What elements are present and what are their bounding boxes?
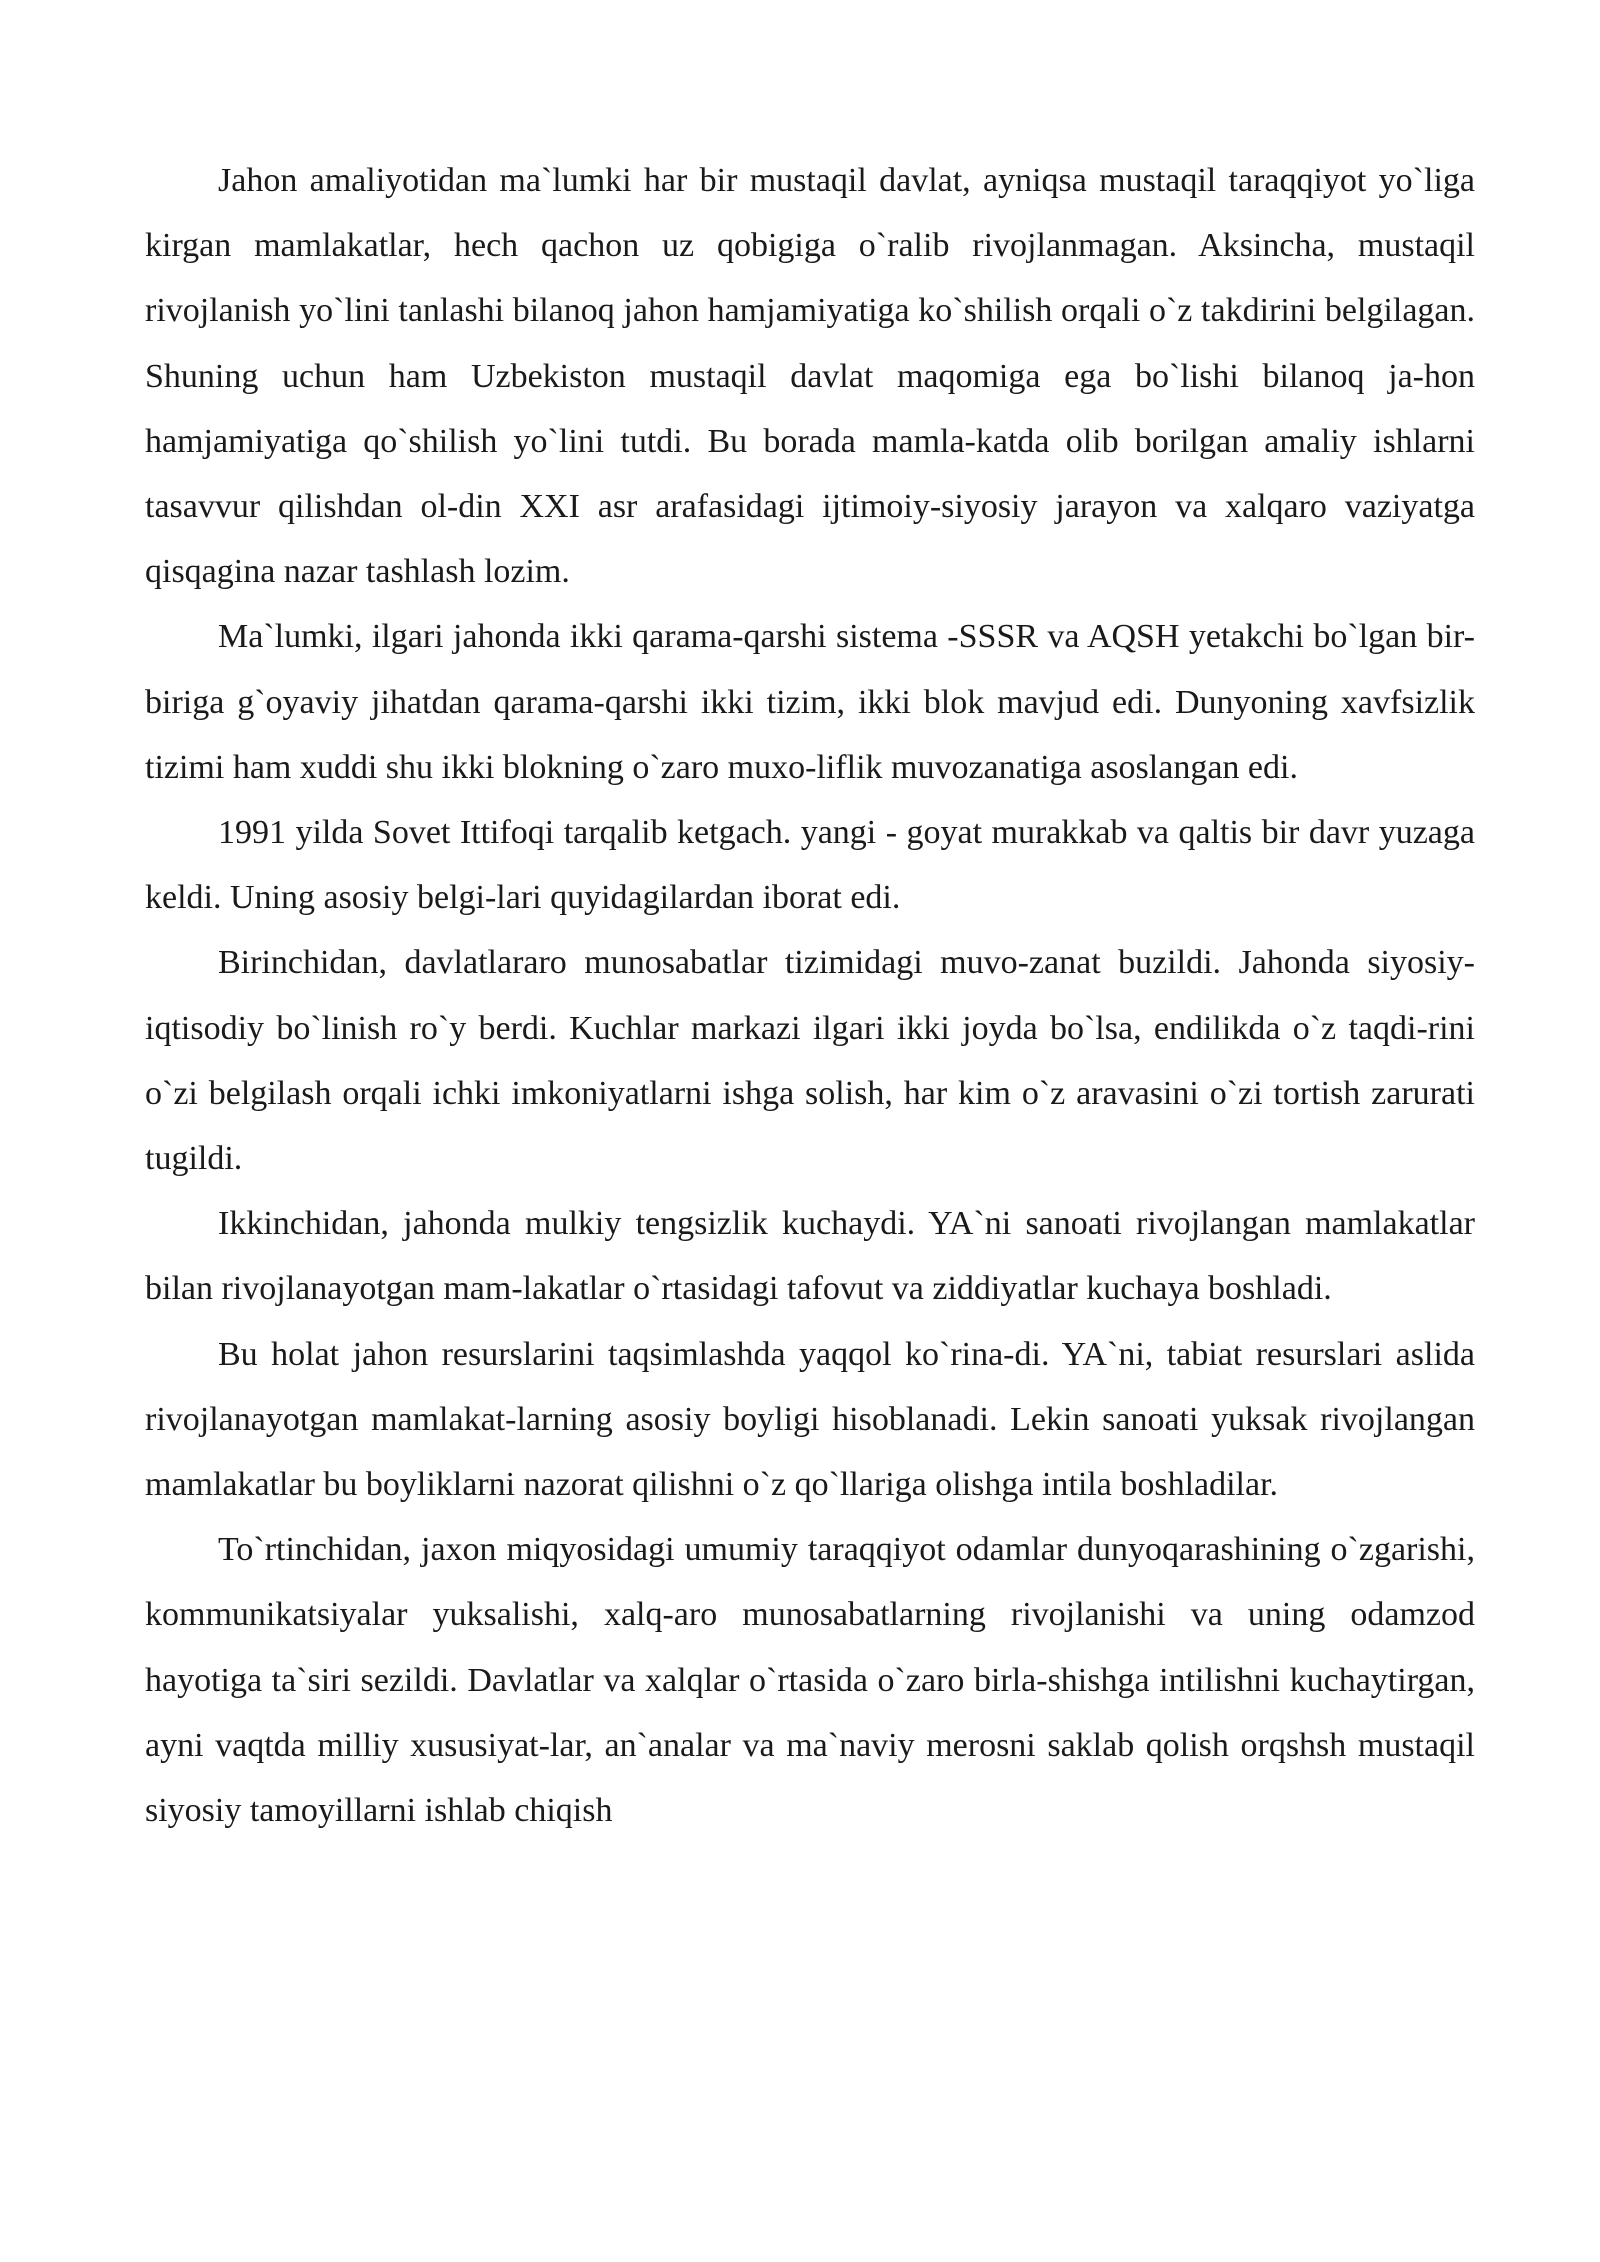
paragraph-2: Ma`lumki, ilgari jahonda ikki qarama-qarshi sistema -SSSR va AQSH yetakchi bo`lgan bir-biriga g`oyaviy jihatdan qarama-qarshi ikki tizim, ikki blok mavjud edi. Dunyoning xavfsizlik tizimi ham xuddi shu ikki blokning o`zaro muxo-liflik muvozanatiga asoslangan edi. bbox=[145, 618, 1475, 786]
paragraph-5: Ikkinchidan, jahonda mulkiy tengsizlik kuchaydi. YA`ni sanoati rivojlangan mamlakatlar bilan rivojlanayotgan mam-lakatlar o`rtasidagi tafovut va ziddiyatlar kuchaya boshladi. bbox=[145, 1205, 1475, 1308]
paragraph-7: To`rtinchidan, jaxon miqyosidagi umumiy taraqqiyot odamlar dunyoqarashining o`zgarishi, kommunikatsiyalar yuksalishi, xalq-aro munosabatlarning rivojlanishi va uning odamzod hayotiga ta`siri sezildi. Davlatlar va xalqlar o`rtasida o`zaro birla-shishga intilishni kuchaytirgan, ayni vaqtda milliy xususiyat-lar, an`analar va ma`naviy merosni saklab qolish orqshsh mustaqil siyosiy tamoyillarni ishlab chiqish bbox=[145, 1531, 1475, 1830]
paragraph-4: Birinchidan, davlatlararo munosabatlar tizimidagi muvo-zanat buzildi. Jahonda siyosiy-iqtisodiy bo`linish ro`y berdi. Kuchlar markazi ilgari ikki joyda bo`lsa, endilikda o`z taqdi-rini o`zi belgilash orqali ichki imkoniyatlarni ishga solish, har kim o`z aravasini o`zi tortish zarurati tugildi. bbox=[145, 944, 1475, 1178]
paragraph-3: 1991 yilda Sovet Ittifoqi tarqalib ketgach. yangi - goyat murakkab va qaltis bir davr yuzaga keldi. Uning asosiy belgi-lari quyidagilardan iborat edi. bbox=[145, 814, 1475, 917]
paragraph-1: Jahon amaliyotidan ma`lumki har bir mustaqil davlat, ayniqsa mustaqil taraqqiyot yo`liga kirgan mamlakatlar, hech qachon uz qobigiga o`ralib rivojlanmagan. Aksincha, mustaqil rivojlanish yo`lini tanlashi bilanoq jahon hamjamiyatiga ko`shilish orqali o`z takdirini belgilagan. Shuning uchun ham Uzbekiston mustaqil davlat maqomiga ega bo`lishi bilanoq ja-hon hamjamiyatiga qo`shilish yo`lini tutdi. Bu borada mamla-katda olib borilgan amaliy ishlarni tasavvur qilishdan ol-din XXI asr arafasidagi ijtimoiy-siyosiy jarayon va xalqaro vaziyatga qisqagina nazar tashlash lozim. bbox=[145, 162, 1475, 591]
paragraph-6: Bu holat jahon resurslarini taqsimlashda yaqqol ko`rina-di. YA`ni, tabiat resurslari aslida rivojlanayotgan mamlakat-larning asosiy boyligi hisoblanadi. Lekin sanoati yuksak rivojlangan mamlakatlar bu boyliklarni nazorat qilishni o`z qo`llariga olishga intila boshladilar. bbox=[145, 1335, 1475, 1504]
document-body bbox=[145, 148, 1475, 1843]
